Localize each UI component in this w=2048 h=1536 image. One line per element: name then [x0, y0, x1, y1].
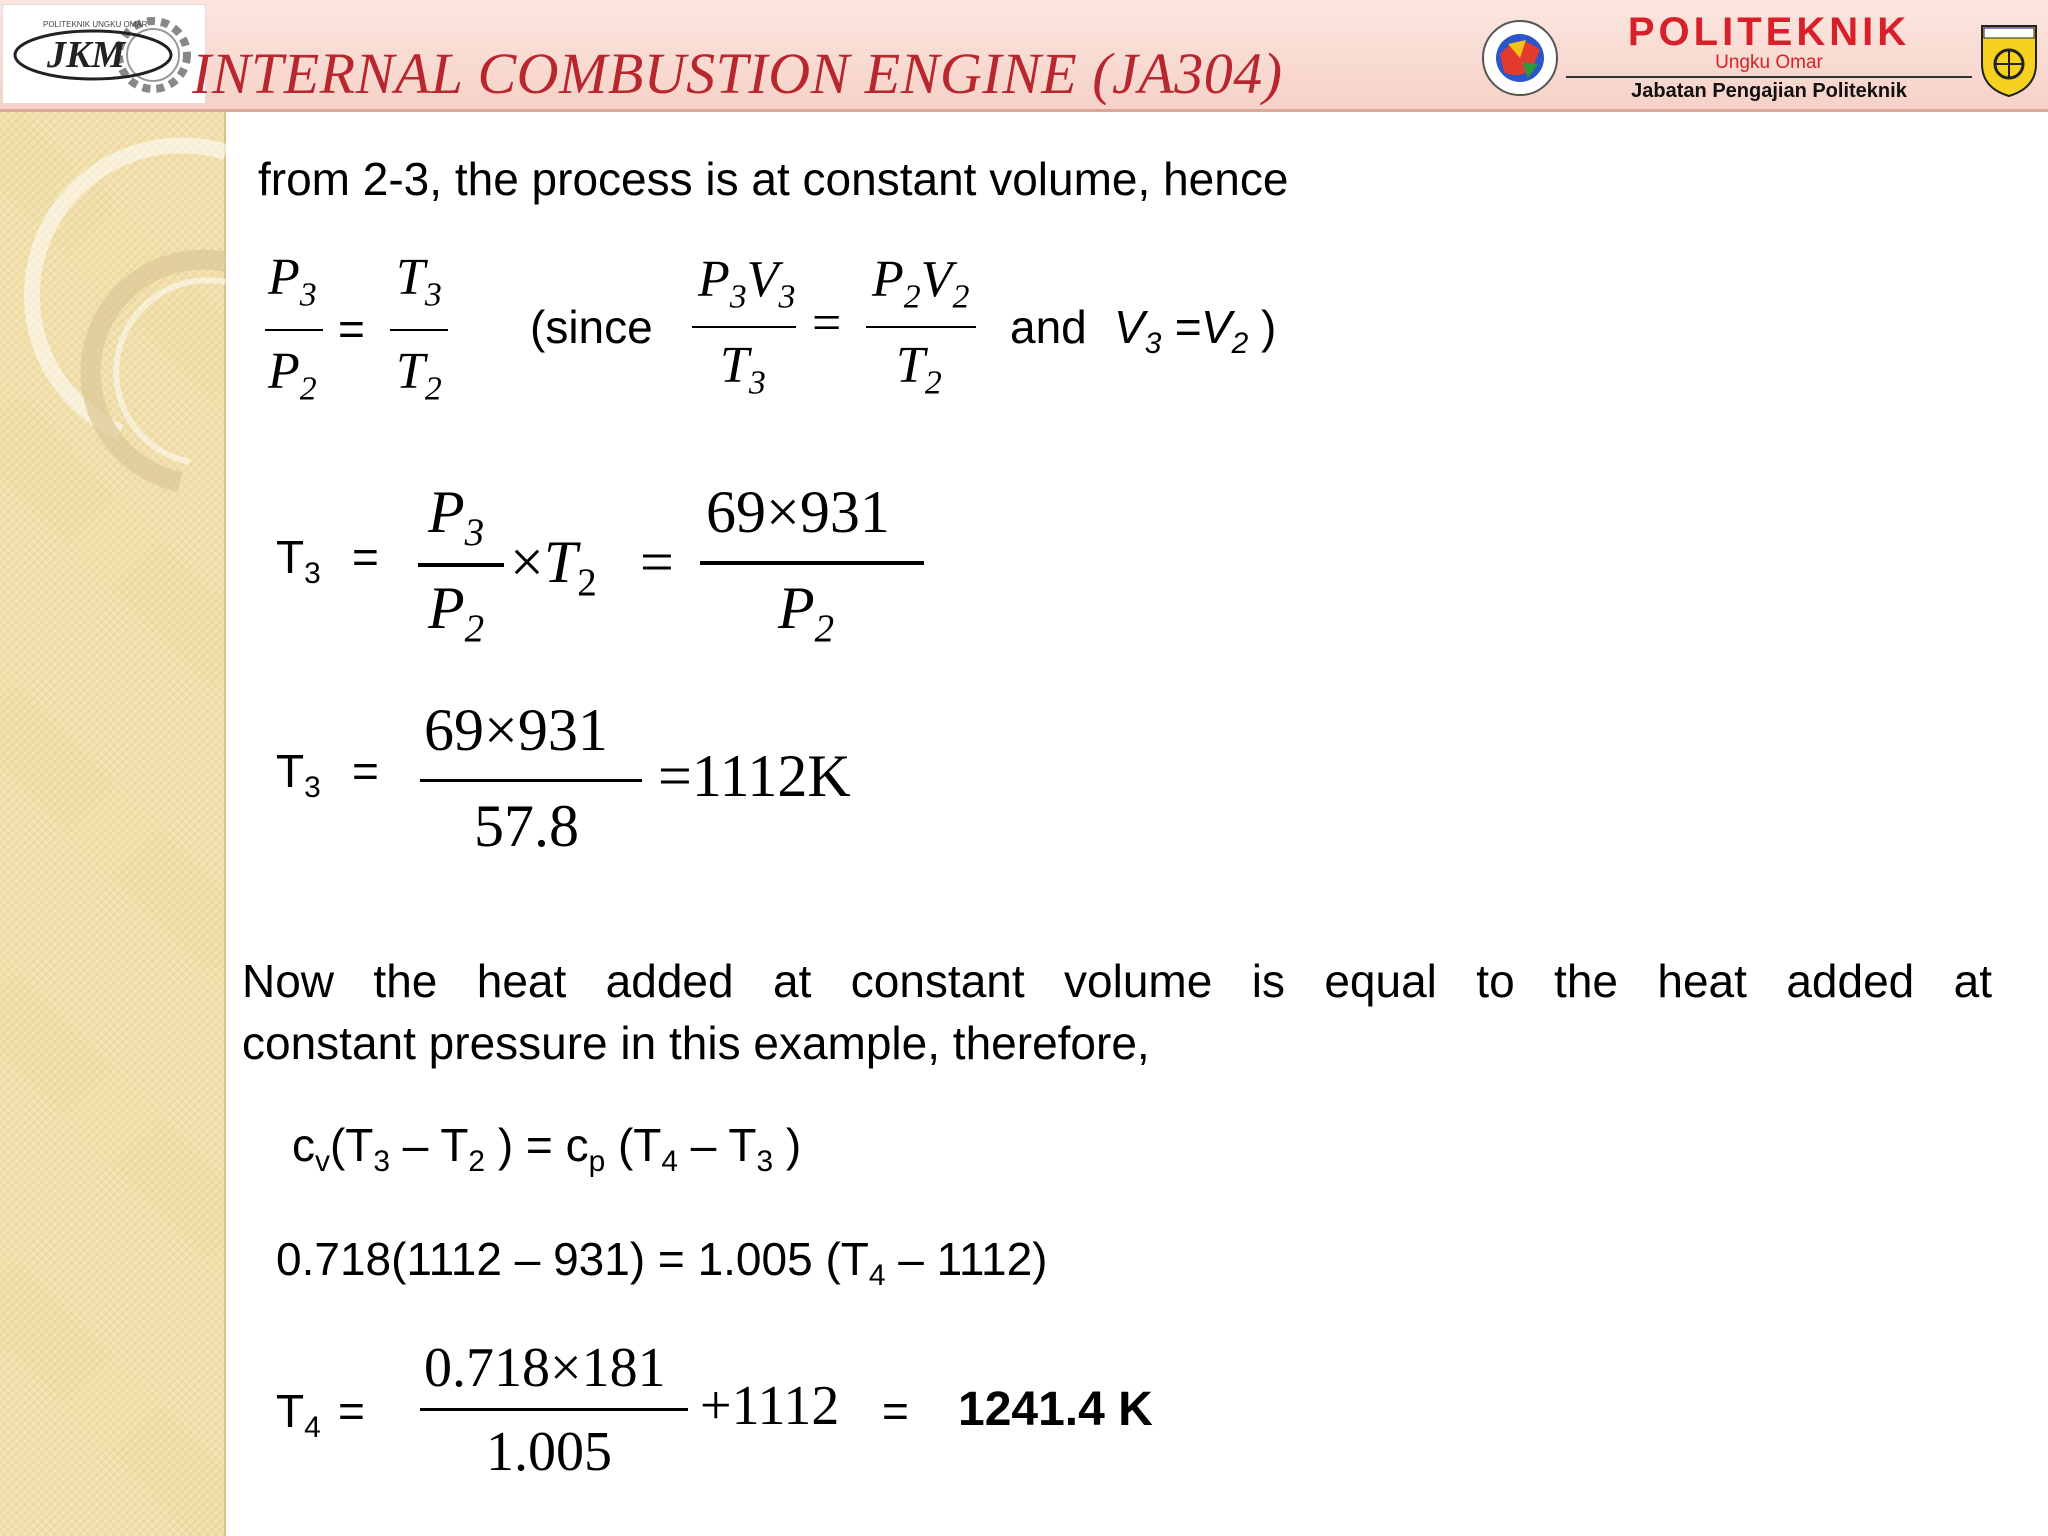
jkm-logo [2, 4, 206, 104]
eq1-and: and [1010, 301, 1087, 353]
eq2-times-t2: $\times T_2$ [510, 529, 597, 604]
gear-icon [119, 21, 187, 89]
eq1-den-t2b: $T_2$ [896, 337, 942, 402]
eq1-since-equals: = [812, 295, 842, 352]
politeknik-logo [1566, 10, 1972, 106]
eq3-denominator: 57.8 [474, 793, 579, 859]
slide-title: INTERNAL COMBUSTION ENGINE (JA304) [192, 41, 1283, 106]
politeknik-subtitle: Ungku Omar [1715, 52, 1823, 73]
equation-heat-balance: $c_v(T_3 - T_2$ ) = $c_p$ ($T_4 - T_3$ ) [292, 1119, 802, 1179]
equation-numeric-balance: 0.718(1112 – 931) = 1.005 $(T_4 - 1112)$ [276, 1233, 1048, 1293]
eq3-numerator: 69×931 [424, 697, 608, 763]
decorative-rings [0, 112, 226, 552]
slide-header [0, 0, 2048, 112]
eq1-since-bar-left [692, 326, 796, 328]
eq1-since: (since [530, 301, 653, 353]
eq6-equals-2: = [882, 1385, 909, 1437]
eq1-bar-right [390, 329, 448, 331]
eq2-den-p2-right: $P_2$ [778, 575, 835, 650]
eq1-num-t3: $T_3$ [396, 249, 442, 314]
jkm-logo-text: JKM [47, 34, 126, 76]
eq6-equals: = [338, 1385, 365, 1437]
eq2-num-right: 69×931 [706, 479, 890, 545]
eq1-den-t3: $T_3$ [720, 337, 766, 402]
eq1-v3-v2: $V_3 =V_2$ ) [1114, 301, 1277, 361]
eq2-num-p3: $P_3$ [428, 479, 485, 554]
eq6-denominator: 1.005 [486, 1421, 612, 1483]
eq3-bar [420, 779, 642, 782]
eq1-num-p3: $P_3$ [268, 249, 317, 314]
crest-icon [1978, 20, 2040, 98]
paragraph-line-2: constant pressure in this example, therefore, [242, 1017, 1150, 1069]
eq6-plus: +1112 [700, 1375, 840, 1437]
eq6-numerator: 0.718×181 [424, 1337, 666, 1399]
eq1-num-p2v2: $P_2V_2$ [872, 251, 970, 316]
eq2-bar-right [700, 561, 924, 565]
eq2-den-p2: $P_2$ [428, 575, 485, 650]
eq6-bar [420, 1408, 688, 1411]
eq2-equals: = [352, 531, 379, 583]
politeknik-department: Jabatan Pengajian Politeknik [1631, 80, 1907, 102]
globe-logo-icon [1480, 18, 1560, 98]
intro-text: from 2-3, the process is at constant volume, hence [258, 153, 1289, 205]
eq1-den-p2: $P_2$ [268, 343, 317, 408]
final-answer: 1241.4 K [958, 1383, 1153, 1436]
logo-divider [1566, 76, 1972, 78]
jkm-ring-text: POLITEKNIK UNGKU OMAR [43, 20, 148, 29]
eq2-bar-left [418, 563, 504, 567]
eq1-num-p3v3: $P_3V_3$ [698, 251, 796, 316]
eq3-t3-label: $T_3$ [276, 745, 321, 805]
eq3-equals: = [352, 745, 379, 797]
eq1-since-bar-right [866, 326, 976, 328]
eq3-result: =1112K [658, 743, 851, 809]
eq1-bar-left [265, 329, 323, 331]
eq6-t4-label: $T_4$ [276, 1385, 321, 1445]
paragraph-line-1: Now the heat added at constant volume is equal to the heat added at [242, 955, 1992, 1007]
eq2-equals-2: = [640, 529, 674, 595]
politeknik-wordmark: POLITEKNIK [1627, 10, 1911, 54]
eq1-equals: = [338, 303, 365, 355]
eq1-den-t2: $T_2$ [396, 343, 442, 408]
eq2-t3-label: $T_3$ [276, 531, 321, 591]
